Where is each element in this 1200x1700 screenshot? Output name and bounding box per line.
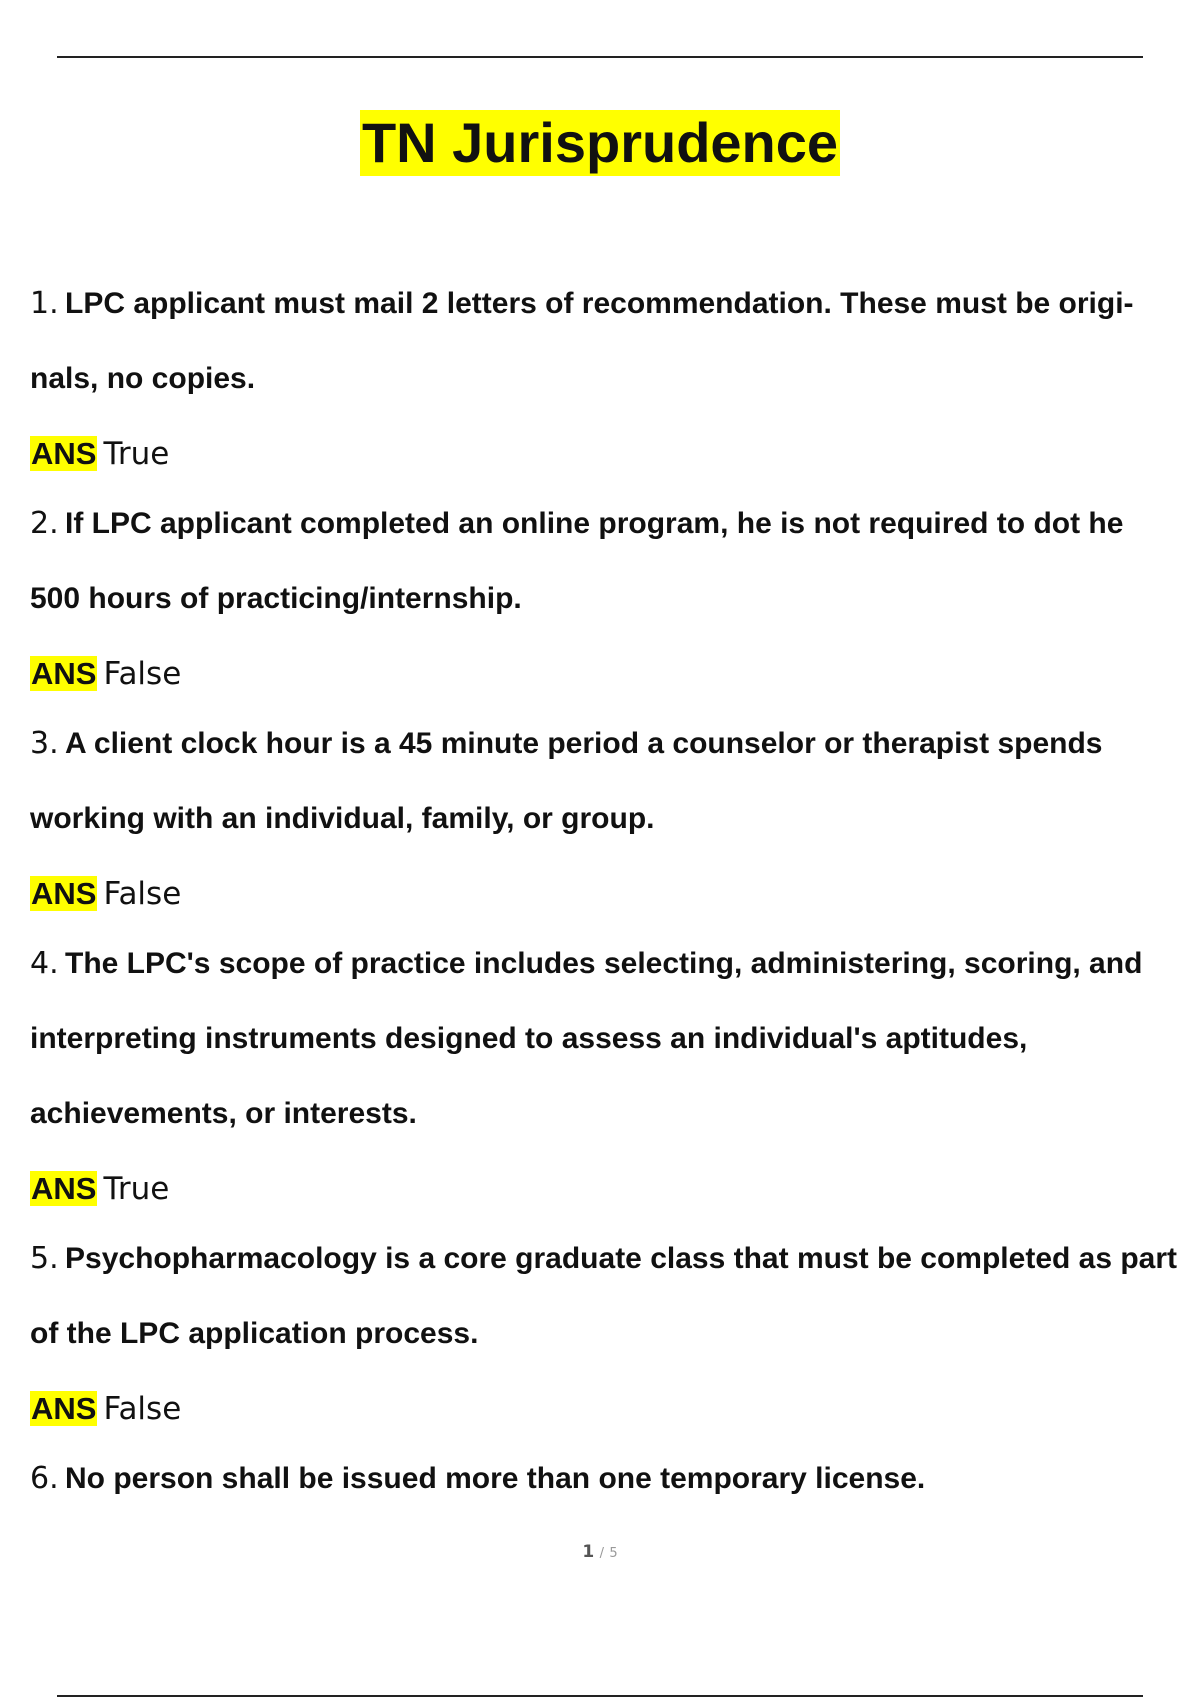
answer-value: True <box>103 436 170 472</box>
ans-label: ANS <box>31 436 97 471</box>
page-total: 5 <box>609 1546 618 1561</box>
qa-item-1 <box>30 266 1180 492</box>
question-list <box>30 272 1180 1516</box>
answer-value: False <box>103 656 182 692</box>
question-text: No person shall be issued more than one temporary license. <box>65 1462 926 1495</box>
question-4 <box>30 926 1180 1151</box>
ans-label: ANS <box>31 656 97 691</box>
bottom-divider <box>57 1695 1143 1697</box>
question-number: 6. <box>30 1461 59 1496</box>
question-text: If LPC applicant completed an online program, he is not required to dot he 500 hours of practicing/internship. <box>30 507 1124 615</box>
page-indicator <box>0 1542 1200 1562</box>
top-divider <box>57 56 1143 58</box>
question-2 <box>30 486 1180 636</box>
question-text: A client clock hour is a 45 minute period a counselor or therapist spends working with an individual, family, or group. <box>30 727 1103 835</box>
question-text: The LPC's scope of practice includes selecting, administering, scoring, and interpreting instruments designed to assess an individual's aptitudes, achievements, or interests. <box>30 947 1143 1130</box>
answer-1 <box>30 416 1180 492</box>
question-number: 3. <box>30 726 59 761</box>
answer-5 <box>30 1371 1180 1447</box>
qa-item-5 <box>30 1221 1180 1447</box>
question-3 <box>30 706 1180 856</box>
qa-item-3 <box>30 706 1180 932</box>
question-text: Psychopharmacology is a core graduate class that must be completed as part of the LPC application process. <box>30 1242 1178 1350</box>
question-5 <box>30 1221 1180 1371</box>
title-container <box>0 110 1200 176</box>
qa-item-6 <box>30 1441 1180 1516</box>
question-number: 5. <box>30 1241 59 1276</box>
answer-4 <box>30 1151 1180 1227</box>
document-title: TN Jurisprudence <box>361 111 839 174</box>
question-text: LPC applicant must mail 2 letters of recommendation. These must be origi- nals, no copies. <box>30 287 1134 395</box>
answer-value: False <box>103 1391 182 1427</box>
answer-value: False <box>103 876 182 912</box>
answer-value: True <box>103 1171 170 1207</box>
answer-3 <box>30 856 1180 932</box>
qa-item-2 <box>30 486 1180 712</box>
page-separator: / <box>599 1546 604 1561</box>
ans-label: ANS <box>31 1391 97 1426</box>
qa-item-4 <box>30 926 1180 1227</box>
answer-2 <box>30 636 1180 712</box>
page-current: 1 <box>582 1542 595 1562</box>
question-number: 1. <box>30 286 59 321</box>
question-number: 4. <box>30 946 59 981</box>
question-6 <box>30 1441 1180 1516</box>
ans-label: ANS <box>31 876 97 911</box>
question-number: 2. <box>30 506 59 541</box>
question-1 <box>30 266 1180 416</box>
ans-label: ANS <box>31 1171 97 1206</box>
